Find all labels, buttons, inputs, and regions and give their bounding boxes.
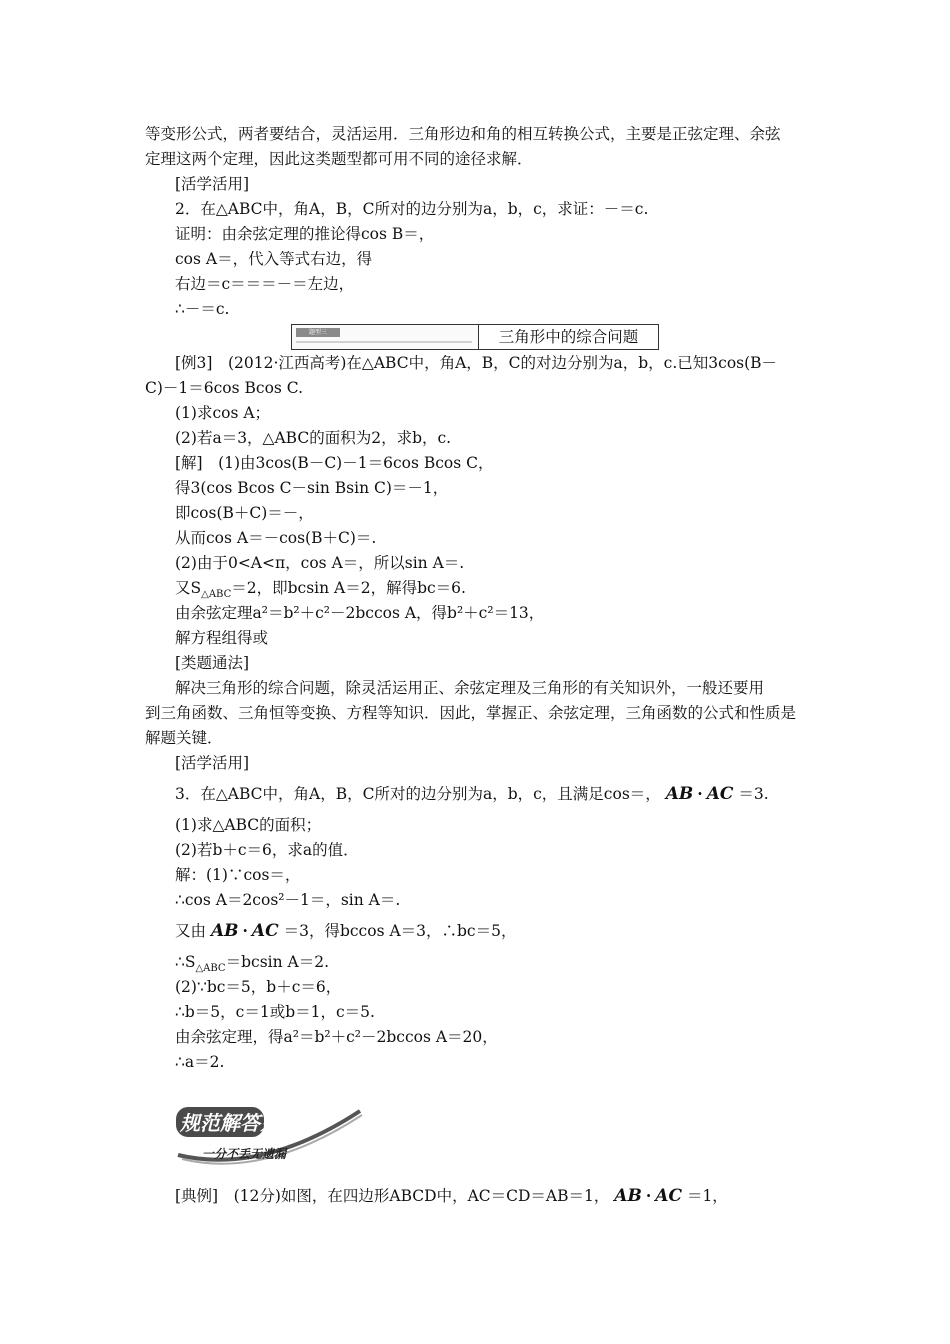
- text-segment: ＝3，得bccos A＝3，∴bc＝5，: [283, 922, 517, 940]
- text-line: 解决三角形的综合问题，除灵活运用正、余弦定理及三角形的有关知识外，一般还要用: [175, 679, 765, 697]
- banner-title: 三角形中的综合问题: [498, 328, 639, 346]
- logo-main-text: 规范解答系列: [180, 1111, 300, 1135]
- solution-line: [175, 578, 466, 605]
- text-segment: 3．在△ABC中，角A，B，C所对的边分别为a，b，c，且满足cos＝，: [175, 785, 661, 803]
- problem-statement: [175, 784, 769, 804]
- vector-ab: AB: [665, 784, 694, 804]
- solution-line: ∴cos A＝2cos²－1＝，sin A＝.: [175, 891, 401, 909]
- solution-line: 即cos(B＋C)＝－，: [175, 504, 314, 522]
- section-label: [活学活用]: [175, 175, 250, 193]
- solution-line: (2)由于0<A<π，cos A＝，所以sin A＝.: [175, 554, 465, 572]
- text-line: 定理这两个定理，因此这类题型都可用不同的途径求解．: [145, 150, 533, 168]
- text-segment: ＝bcsin A＝2.: [225, 953, 330, 971]
- text-line: cos A＝，代入等式右边，得: [175, 250, 373, 268]
- dot-product: ·: [645, 1186, 652, 1205]
- text-line: 证明：由余弦定理的推论得cos B＝，: [175, 225, 435, 243]
- subscript: △ABC: [195, 963, 226, 975]
- banner-decoration: [292, 325, 479, 349]
- solution-line: 得3(cos Bcos C－sin Bsin C)＝－1，: [175, 479, 449, 497]
- solution-line: 由余弦定理，得a²＝b²＋c²－2bccos A＝20，: [175, 1028, 498, 1046]
- solution-line: [解] (1)由3cos(B－C)－1＝6cos Bcos C，: [175, 454, 494, 472]
- solution-line: [175, 952, 329, 979]
- text-segment: [典例] (12分)如图，在四边形ABCD中，AC＝CD＝AB＝1，: [175, 1187, 610, 1205]
- text-line: (1)求△ABC的面积；: [175, 816, 322, 834]
- dot-product: ·: [242, 921, 248, 940]
- solution-line: 解：(1)∵cos＝，: [175, 866, 301, 884]
- text-segment: ＝1，: [686, 1187, 728, 1205]
- text-segment: ＝2，即bcsin A＝2，解得bc＝6.: [231, 579, 466, 597]
- solution-line: (2)∵bc＝5，b＋c＝6，: [175, 978, 342, 996]
- solution-line: [175, 921, 516, 941]
- solution-line: 解方程组得或: [175, 629, 269, 647]
- example-heading: [175, 1186, 728, 1206]
- solution-line: ∴a＝2.: [175, 1053, 225, 1071]
- section-label: [活学活用]: [175, 754, 250, 772]
- banner-tag: 题型三: [296, 328, 340, 337]
- vector-ac: AC: [655, 1186, 682, 1206]
- text-segment: ＝3.: [738, 785, 769, 803]
- series-logo: [172, 1097, 367, 1177]
- text-line: 解题关键．: [145, 729, 223, 747]
- example-heading: [例3] (2012·江西高考)在△ABC中，角A，B，C的对边分别为a，b，c.已知3cos(B－: [175, 354, 778, 372]
- text-line: 到三角函数、三角恒等变换、方程等知识．因此，掌握正、余弦定理，三角函数的公式和性质是: [145, 704, 797, 722]
- vector-ab: AB: [614, 1186, 642, 1206]
- solution-line: 从而cos A＝－cos(B＋C)＝.: [175, 529, 377, 547]
- text-segment: 又S: [175, 579, 202, 597]
- vector-ab: AB: [210, 921, 239, 941]
- text-line: 等变形公式，两者要结合，灵活运用．三角形边和角的相互转换公式，主要是正弦定理、余弦: [145, 125, 781, 143]
- text-line: (2)若b＋c＝6，求a的值．: [175, 841, 359, 859]
- logo-sub-text: 一分不丢无遗漏: [202, 1147, 287, 1161]
- section-label: [类题通法]: [175, 654, 250, 672]
- text-line: ∴－＝c.: [175, 300, 230, 318]
- vector-ac: AC: [251, 921, 279, 941]
- subscript: △ABC: [201, 589, 232, 601]
- problem-statement: 2．在△ABC中，角A，B，C所对的边分别为a，b，c，求证：－＝c.: [175, 200, 649, 218]
- solution-line: ∴b＝5，c＝1或b＝1，c＝5.: [175, 1003, 375, 1021]
- text-segment: ∴S: [175, 953, 196, 971]
- banner-bar: [296, 341, 472, 343]
- solution-line: 由余弦定理a²＝b²＋c²－2bccos A，得b²＋c²＝13，: [175, 604, 545, 622]
- text-segment: 又由: [175, 922, 207, 940]
- text-line: 右边＝c＝＝＝－＝左边，: [175, 275, 355, 293]
- text-line: (1)求cos A；: [175, 404, 271, 422]
- dot-product: ·: [697, 784, 703, 803]
- text-line: C)－1＝6cos Bcos C.: [145, 379, 304, 397]
- text-line: (2)若a＝3，△ABC的面积为2，求b，c.: [175, 429, 452, 447]
- vector-ac: AC: [706, 784, 734, 804]
- section-banner: [291, 324, 659, 350]
